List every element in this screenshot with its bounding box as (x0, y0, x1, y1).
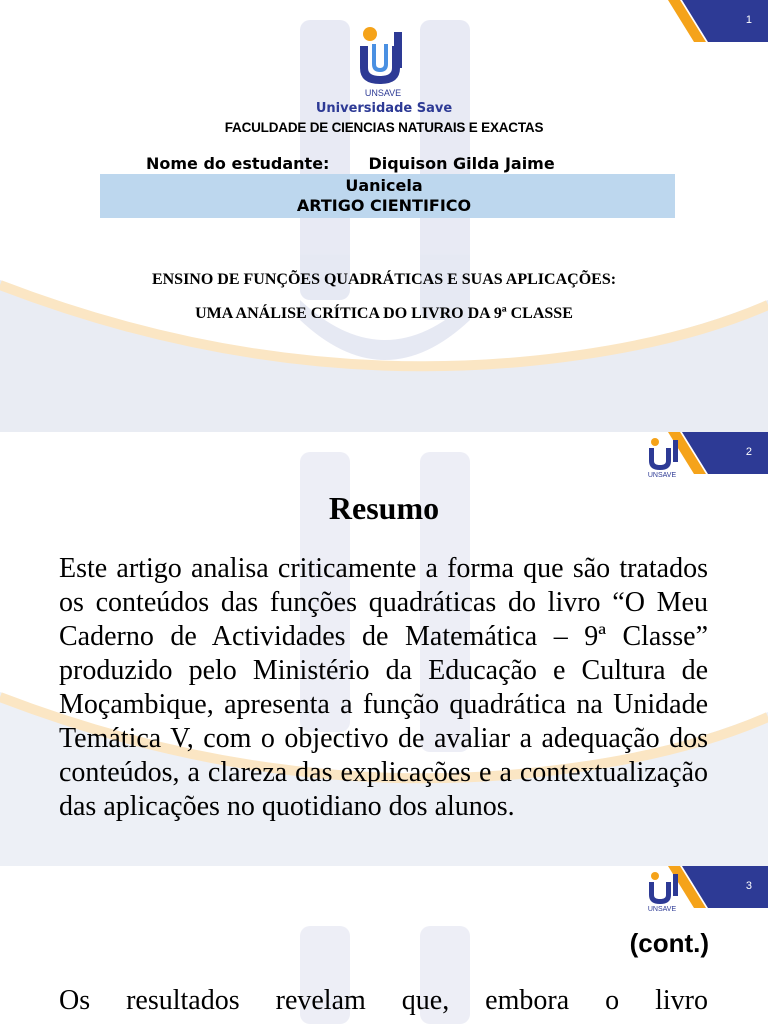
university-name: Universidade Save (315, 101, 453, 116)
slide-2 (0, 432, 768, 866)
slide-number: 1 (745, 14, 752, 26)
slide-3 (0, 866, 768, 1024)
section-heading: Resumo (328, 490, 440, 526)
slide-1 (0, 0, 768, 432)
abstract-text: Este artigo analisa criticamente a forma que são tratados os conteúdos das funções quadráticas do livro “O Meu Caderno de Actividades de Matemática – 9ª Classe” produzido pelo Ministério da Educação e Cultura de Moçambique, apresenta a função quadrática na Unidade Temática V, com o objectivo de avaliar a adequação dos conteúdos, a clareza das explicações e a contextualização das aplicações no quotidiano dos alunos. (59, 553, 708, 822)
slide-number: 3 (745, 880, 752, 892)
university-logo-icon (640, 870, 690, 912)
faculty-name: FACULDADE DE CIENCIAS NATURAIS E EXACTAS (224, 120, 544, 135)
section-heading: (cont.) (629, 928, 709, 958)
article-title-line-1: ENSINO DE FUNÇÕES QUADRÁTICAS E SUAS APLICAÇÕES: (151, 271, 617, 288)
article-title-line-2: UMA ANÁLISE CRÍTICA DO LIVRO DA 9ª CLASSE (195, 305, 573, 322)
student-name-last: Uanicela (345, 176, 423, 195)
university-logo-icon (350, 24, 416, 98)
results-text: Os resultados revelam que, embora o livro (59, 985, 708, 1016)
slide-number: 2 (745, 446, 752, 458)
logo-text: UNSAVE (647, 472, 677, 478)
student-name-first: Diquison Gilda Jaime (368, 154, 555, 173)
logo-text: UNSAVE (364, 88, 402, 98)
corner-stripe-decoration (668, 0, 768, 42)
student-line (146, 154, 555, 173)
student-label: Nome do estudante: (146, 154, 330, 173)
document-type: ARTIGO CIENTIFICO (296, 196, 472, 215)
university-logo-icon (640, 436, 690, 478)
logo-text: UNSAVE (647, 906, 677, 912)
